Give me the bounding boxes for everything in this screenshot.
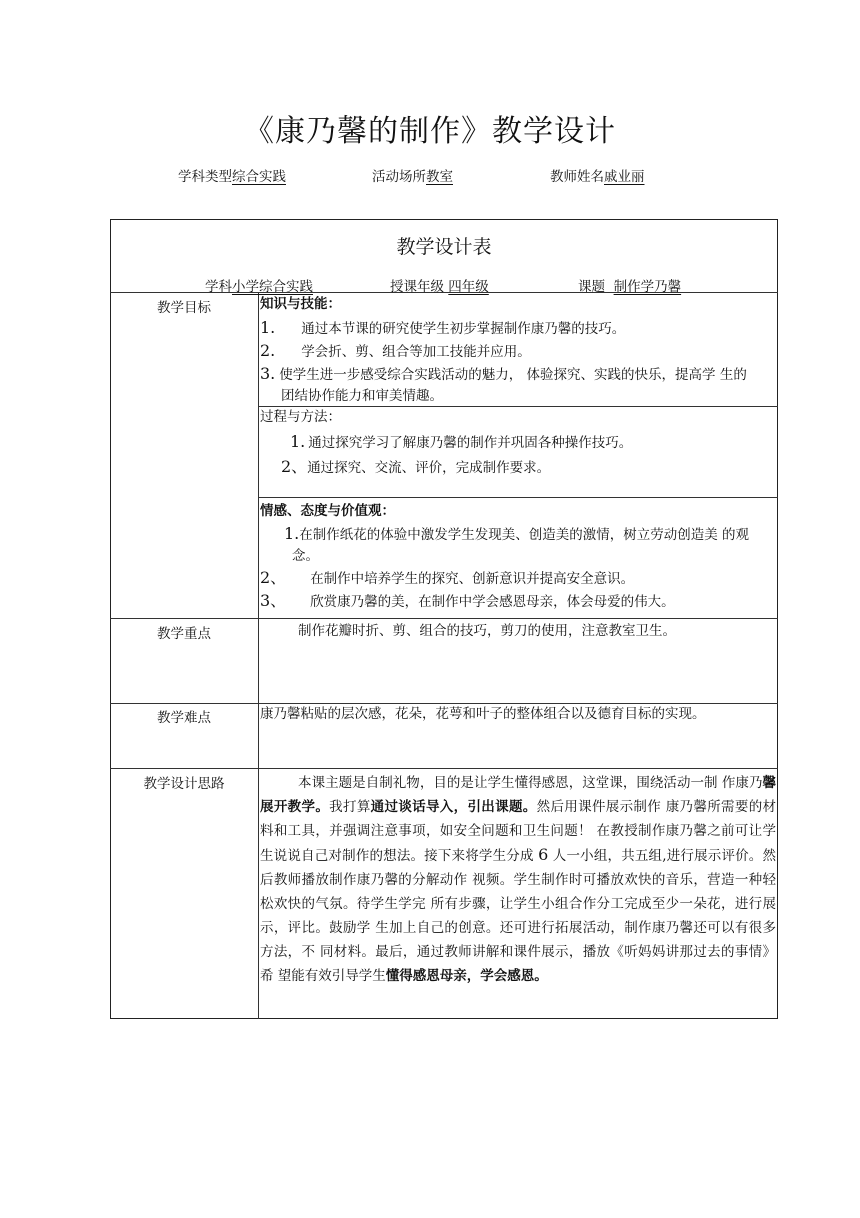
process-item [290,430,632,455]
item-number: 1. [260,318,276,337]
emotion-item-continued: 念。 [292,548,319,564]
process-item [281,455,550,480]
design-label: 教学设计思路 [143,776,225,792]
keypoint-label: 教学重点 [157,626,211,642]
item-text: 通过本节课的研究使学生初步掌握制作康乃馨的技巧。 [301,321,626,337]
item-text: 欣赏康乃馨的美，在制作中学会感恩母亲，体会母爱的伟大。 [310,594,675,610]
keypoint-text: 制作花瓣时折、剪、组合的技巧，剪刀的使用，注意教室卫生。 [298,623,676,639]
emotion-item [284,522,749,547]
design-text-bold: 通过谈话导入，引出课题。 [370,799,537,815]
venue-value: 教室 [426,169,453,185]
emotion-item [260,566,634,591]
teacher [550,165,645,185]
table-rule [258,497,778,498]
subject-type-label: 学科类型 [178,169,232,185]
table-column-rule [258,292,259,1019]
item-text: 使学生进一步感受综合实践活动的魅力， 体验探究、实践的快乐，提高学 生的 [279,367,747,383]
table-title: 教学设计表 [396,236,492,258]
item-number: 3、 [260,591,287,610]
table-topic-value: 制作学乃馨 [613,279,682,295]
goals-label: 教学目标 [157,300,211,316]
item-number: 1. [290,432,306,451]
table-subject-value: 小学综合实践 [232,279,313,295]
difficulty-text: 康乃馨粘贴的层次感，花朵，花萼和叶子的整体组合以及德育目标的实现。 [260,706,706,722]
table-topic-label: 课题 [578,279,605,295]
item-text: 学会折、剪、组合等加工技能并应用。 [301,344,531,360]
design-text: 人一小组，共五组,进行展示评价。然后教师播放制作康乃馨的分解动作 视频。学生制作时可播放欢快的音乐，营造一种轻松欢快的气氛。待学生学完 所有步骤，让学生小组合作分工完成至少一朵花，进行展示，评比。鼓励学 生加上自己的创意。还可进行拓展活动，制作康乃馨还可以有很多方法，不 同材料。最后，通过教师讲解和课件展示，播放《听妈妈讲那过去的事情》希 望能有效引导学生 [260,848,776,984]
table-grade [390,275,489,295]
table-subject [205,275,313,295]
item-number: 2、 [260,568,287,587]
design-text-bold: 懂得感恩母亲，学会感恩。 [385,968,548,984]
knowledge-item-continued: 团结协作能力和审美情趣。 [281,388,443,404]
table-topic [578,275,681,295]
item-text: 通过探究、交流、评价，完成制作要求。 [307,460,551,476]
table-rule [110,768,778,769]
page-title: 《康乃馨的制作》教学设计 [244,114,616,149]
item-number: 1. [284,524,300,543]
design-group-size: 6 [538,845,549,864]
table-grade-label: 授课年级 [390,279,444,295]
item-number: 2. [260,341,276,360]
venue [372,165,453,185]
design-text: 我打算 [329,799,371,815]
emotion-item [260,589,675,614]
knowledge-item [260,362,747,387]
item-number: 3. [260,364,276,383]
difficulty-label: 教学难点 [157,710,211,726]
design-text: 然后用课件展示制作 康乃馨所需要的材料和工具，并强调注意事项，如安全问题和卫生问题！ 在教授制作康乃馨之前可让学生说说自己对制作的想法。接下来将学生分成 [260,799,777,864]
item-text: 在制作中培养学生的探究、创新意识并提高安全意识。 [310,571,635,587]
table-subject-label: 学科 [205,279,232,295]
design-text-bold: 馨展开教学。 [260,775,776,815]
item-text: 在制作纸花的体验中激发学生发现美、创造美的激情，树立劳动创造美 的观 [299,527,750,543]
knowledge-item [260,339,531,364]
emotion-heading: 情感、态度与价值观： [260,503,395,519]
item-text: 通过探究学习了解康乃馨的制作并巩固各种操作技巧。 [308,435,633,451]
design-text: 本课主题是自制礼物，目的是让学生懂得感恩，这堂课，围绕活动一制 作康乃 [298,775,763,791]
venue-label: 活动场所 [372,169,426,185]
knowledge-item [260,316,625,341]
item-number: 2、 [281,457,308,476]
process-heading: 过程与方法： [260,409,341,425]
subject-type [178,165,286,185]
table-grade-value: 四年级 [448,279,489,295]
table-rule [110,618,778,619]
design-paragraph [260,771,776,988]
teacher-value: 戚业丽 [604,169,645,185]
knowledge-heading: 知识与技能： [260,296,341,312]
subject-type-value: 综合实践 [232,169,286,185]
teacher-label: 教师姓名 [550,169,604,185]
